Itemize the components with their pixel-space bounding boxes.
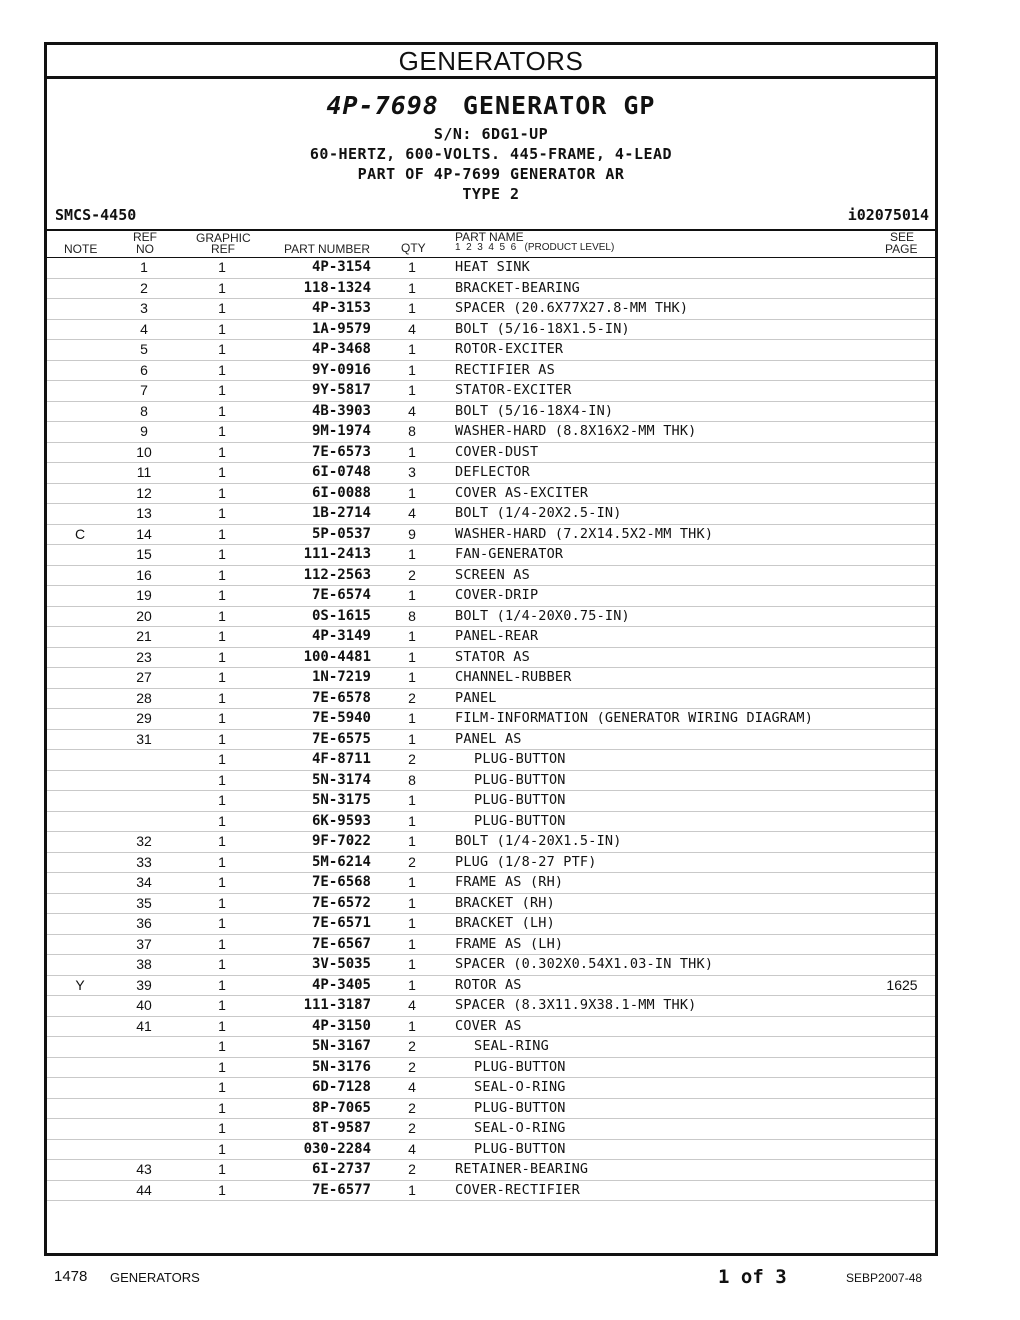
row-part-number: 7E-6578 <box>311 689 371 706</box>
row-ref-no: 37 <box>136 935 152 952</box>
table-row <box>47 340 935 361</box>
smcs-code: SMCS-4450 <box>55 206 137 224</box>
row-part-name: ROTOR-EXCITER <box>455 341 564 357</box>
row-qty: 4 <box>408 320 416 337</box>
row-part-number: 7E-5940 <box>311 710 371 726</box>
row-graphic-ref: 1 <box>218 935 226 952</box>
row-part-number: 8P-7065 <box>311 1099 371 1116</box>
row-graphic-ref: 1 <box>218 628 226 644</box>
row-qty: 9 <box>408 525 416 542</box>
row-graphic-ref: 1 <box>218 484 226 501</box>
table-row <box>47 586 935 607</box>
row-qty: 2 <box>408 689 416 706</box>
row-ref-no: 35 <box>136 894 152 911</box>
row-graphic-ref: 1 <box>218 402 226 419</box>
row-part-name: FILM-INFORMATION (GENERATOR WIRING DIAGRAM) <box>455 710 814 726</box>
row-graphic-ref: 1 <box>218 792 226 808</box>
row-part-number: 118-1324 <box>303 279 371 296</box>
row-ref-no: 19 <box>136 587 152 603</box>
row-part-name: SPACER (20.6X77X27.8-MM THK) <box>455 300 689 316</box>
row-qty: 3 <box>408 464 416 480</box>
row-graphic-ref: 1 <box>218 505 226 521</box>
row-ref-no: 5 <box>140 341 148 357</box>
row-qty: 1 <box>408 874 416 890</box>
table-row <box>47 976 935 997</box>
row-part-number: 9Y-5817 <box>311 382 371 398</box>
row-graphic-ref: 1 <box>218 648 226 665</box>
row-graphic-ref: 1 <box>218 1161 226 1177</box>
row-part-name: PLUG-BUTTON <box>474 1099 566 1116</box>
table-row <box>47 648 935 669</box>
row-part-number: 9Y-0916 <box>311 361 371 378</box>
table-row <box>47 402 935 423</box>
row-part-name: COVER-DUST <box>455 443 539 460</box>
row-ref-no: 11 <box>136 464 152 480</box>
row-qty: 2 <box>408 1120 416 1136</box>
footer-section: GENERATORS <box>110 1270 200 1285</box>
col-see-bottom: PAGE <box>885 242 918 256</box>
col-product-level: 1 2 3 4 5 6 (PRODUCT LEVEL) <box>455 242 615 253</box>
table-row <box>47 668 935 689</box>
table-row <box>47 914 935 935</box>
row-part-name: BRACKET-BEARING <box>455 279 580 296</box>
row-part-name: BRACKET (RH) <box>455 894 555 911</box>
row-part-number: 4P-3150 <box>311 1017 371 1034</box>
table-row <box>47 730 935 751</box>
row-qty: 1 <box>408 443 416 460</box>
row-part-name: COVER AS-EXCITER <box>455 484 589 501</box>
row-part-number: 1N-7219 <box>311 669 371 685</box>
col-note: NOTE <box>64 242 98 256</box>
row-graphic-ref: 1 <box>218 443 226 460</box>
row-qty: 2 <box>408 1099 416 1116</box>
row-graphic-ref: 1 <box>218 894 226 911</box>
row-ref-no: 6 <box>140 361 148 378</box>
row-part-name: PLUG-BUTTON <box>474 751 566 767</box>
row-graphic-ref: 1 <box>218 771 226 788</box>
group-type: TYPE 2 <box>462 185 520 203</box>
row-ref-no: 41 <box>136 1017 152 1034</box>
row-graphic-ref: 1 <box>218 341 226 357</box>
row-qty: 1 <box>408 546 416 562</box>
row-qty: 1 <box>408 976 416 993</box>
row-qty: 2 <box>408 853 416 870</box>
row-graphic-ref: 1 <box>218 853 226 870</box>
row-graphic-ref: 1 <box>218 915 226 931</box>
row-qty: 1 <box>408 833 416 849</box>
table-row <box>47 463 935 484</box>
row-graphic-ref: 1 <box>218 1120 226 1136</box>
row-part-name: PLUG-BUTTON <box>474 792 566 808</box>
row-part-number: 0S-1615 <box>311 607 371 624</box>
row-part-number: 4P-3149 <box>311 628 371 644</box>
row-ref-no: 27 <box>136 669 152 685</box>
row-qty: 4 <box>408 505 416 521</box>
row-part-number: 7E-6571 <box>311 915 371 931</box>
row-ref-no: 21 <box>136 628 152 644</box>
table-row <box>47 381 935 402</box>
row-part-number: 4F-8711 <box>311 751 371 767</box>
row-graphic-ref: 1 <box>218 1140 226 1157</box>
row-qty: 1 <box>408 915 416 931</box>
row-ref-no: 38 <box>136 956 152 972</box>
row-graphic-ref: 1 <box>218 587 226 603</box>
row-qty: 1 <box>408 710 416 726</box>
row-see-page: 1625 <box>886 976 918 993</box>
row-part-name: SEAL-O-RING <box>474 1079 566 1095</box>
table-row <box>47 1037 935 1058</box>
row-part-name: PLUG-BUTTON <box>474 812 566 829</box>
table-row <box>47 320 935 341</box>
row-graphic-ref: 1 <box>218 361 226 378</box>
row-part-number: 4B-3903 <box>311 402 371 419</box>
row-part-number: 5N-3176 <box>311 1058 371 1075</box>
row-part-number: 112-2563 <box>303 566 371 583</box>
row-part-number: 030-2284 <box>303 1140 371 1157</box>
row-qty: 8 <box>408 607 416 624</box>
row-part-number: 111-2413 <box>303 546 371 562</box>
table-row <box>47 279 935 300</box>
table-row <box>47 709 935 730</box>
footer-page-number: 1478 <box>54 1268 88 1285</box>
row-part-number: 6I-2737 <box>311 1161 371 1177</box>
row-part-name: FRAME AS (RH) <box>455 874 564 890</box>
row-part-number: 1B-2714 <box>311 505 371 521</box>
table-row <box>47 443 935 464</box>
row-graphic-ref: 1 <box>218 874 226 890</box>
row-part-name: PLUG-BUTTON <box>474 771 566 788</box>
row-qty: 1 <box>408 300 416 316</box>
row-part-number: 5P-0537 <box>311 525 371 542</box>
table-row <box>47 1099 935 1120</box>
row-qty: 1 <box>408 730 416 747</box>
row-ref-no: 16 <box>136 566 152 583</box>
row-part-number: 8T-9587 <box>311 1120 371 1136</box>
row-ref-no: 8 <box>140 402 148 419</box>
row-part-number: 6K-9593 <box>311 812 371 829</box>
row-part-name: PLUG-BUTTON <box>474 1140 566 1157</box>
row-part-number: 9F-7022 <box>311 833 371 849</box>
row-part-name: STATOR-EXCITER <box>455 382 572 398</box>
row-part-name: COVER-RECTIFIER <box>455 1181 580 1198</box>
group-part-number: 4P-7698 <box>326 91 439 120</box>
row-part-name: DEFLECTOR <box>455 464 530 480</box>
row-ref-no: 15 <box>136 546 152 562</box>
row-part-name: BOLT (5/16-18X1.5-IN) <box>455 320 630 337</box>
table-row <box>47 566 935 587</box>
row-ref-no: 31 <box>136 730 152 747</box>
table-row <box>47 832 935 853</box>
row-ref-no: 7 <box>140 382 148 398</box>
row-qty: 1 <box>408 669 416 685</box>
table-row <box>47 894 935 915</box>
row-qty: 4 <box>408 402 416 419</box>
row-graphic-ref: 1 <box>218 730 226 747</box>
row-ref-no: 29 <box>136 710 152 726</box>
table-row <box>47 1017 935 1038</box>
page-footer <box>0 1266 1020 1290</box>
row-part-name: FRAME AS (LH) <box>455 935 564 952</box>
row-ref-no: 28 <box>136 689 152 706</box>
table-row <box>47 955 935 976</box>
row-qty: 1 <box>408 587 416 603</box>
col-part-name: PART NAME <box>455 230 524 244</box>
table-row <box>47 484 935 505</box>
row-part-number: 5N-3167 <box>311 1038 371 1054</box>
row-qty: 1 <box>408 648 416 665</box>
row-ref-no: 34 <box>136 874 152 890</box>
table-row <box>47 607 935 628</box>
row-qty: 1 <box>408 279 416 296</box>
row-qty: 2 <box>408 751 416 767</box>
row-note: C <box>75 525 86 542</box>
row-part-name: PLUG-BUTTON <box>474 1058 566 1075</box>
row-graphic-ref: 1 <box>218 956 226 972</box>
parts-table <box>47 258 935 1201</box>
row-part-name: SPACER (0.302X0.54X1.03-IN THK) <box>455 956 714 972</box>
table-row <box>47 545 935 566</box>
table-row <box>47 627 935 648</box>
row-part-number: 7E-6577 <box>311 1181 371 1198</box>
row-ref-no: 33 <box>136 853 152 870</box>
row-graphic-ref: 1 <box>218 997 226 1013</box>
col-graphic-bottom: REF <box>211 242 235 256</box>
row-ref-no: 43 <box>136 1161 152 1177</box>
row-ref-no: 1 <box>140 259 148 275</box>
row-qty: 1 <box>408 1017 416 1034</box>
row-part-name: FAN-GENERATOR <box>455 546 564 562</box>
row-part-name: BOLT (1/4-20X2.5-IN) <box>455 505 622 521</box>
table-row <box>47 791 935 812</box>
row-ref-no: 10 <box>136 443 152 460</box>
row-part-name: BRACKET (LH) <box>455 915 555 931</box>
row-part-name: RECTIFIER AS <box>455 361 555 378</box>
row-ref-no: 3 <box>140 300 148 316</box>
row-graphic-ref: 1 <box>218 546 226 562</box>
illustration-id: i02075014 <box>847 206 929 224</box>
row-part-name: HEAT SINK <box>455 259 530 275</box>
row-part-number: 7E-6572 <box>311 894 371 911</box>
col-see-top: SEE <box>890 230 915 244</box>
row-graphic-ref: 1 <box>218 566 226 583</box>
section-title: GENERATORS <box>47 45 935 79</box>
row-graphic-ref: 1 <box>218 1038 226 1054</box>
row-graphic-ref: 1 <box>218 689 226 706</box>
row-part-number: 7E-6567 <box>311 935 371 952</box>
row-qty: 4 <box>408 1079 416 1095</box>
row-ref-no: 20 <box>136 607 152 624</box>
table-row <box>47 873 935 894</box>
table-row <box>47 299 935 320</box>
serial-number: S/N: 6DG1-UP <box>433 125 549 143</box>
col-ref-bottom: NO <box>136 242 154 256</box>
row-graphic-ref: 1 <box>218 279 226 296</box>
row-ref-no: 14 <box>136 525 152 542</box>
row-part-name: PANEL <box>455 689 497 706</box>
row-graphic-ref: 1 <box>218 382 226 398</box>
row-qty: 2 <box>408 1038 416 1054</box>
row-graphic-ref: 1 <box>218 669 226 685</box>
row-ref-no: 32 <box>136 833 152 849</box>
row-part-number: 9M-1974 <box>311 423 371 439</box>
group-spec: 60-HERTZ, 600-VOLTS. 445-FRAME, 4-LEAD <box>309 145 673 163</box>
table-row <box>47 1078 935 1099</box>
row-ref-no: 44 <box>136 1181 152 1198</box>
row-part-number: 5N-3175 <box>311 792 371 808</box>
row-part-name: ROTOR AS <box>455 976 522 993</box>
table-row <box>47 1181 935 1202</box>
row-part-name: PLUG (1/8-27 PTF) <box>455 853 597 870</box>
row-qty: 1 <box>408 361 416 378</box>
row-graphic-ref: 1 <box>218 710 226 726</box>
row-part-number: 1A-9579 <box>311 320 371 337</box>
table-row <box>47 422 935 443</box>
table-row <box>47 771 935 792</box>
row-graphic-ref: 1 <box>218 1017 226 1034</box>
row-graphic-ref: 1 <box>218 751 226 767</box>
row-graphic-ref: 1 <box>218 1181 226 1198</box>
row-ref-no: 4 <box>140 320 148 337</box>
row-part-number: 3V-5035 <box>311 956 371 972</box>
row-ref-no: 23 <box>136 648 152 665</box>
row-part-name: SEAL-RING <box>474 1038 549 1054</box>
row-graphic-ref: 1 <box>218 320 226 337</box>
table-row <box>47 1119 935 1140</box>
row-part-name: SCREEN AS <box>455 566 530 583</box>
table-row <box>47 812 935 833</box>
row-qty: 1 <box>408 792 416 808</box>
row-qty: 1 <box>408 935 416 952</box>
row-qty: 1 <box>408 341 416 357</box>
row-qty: 4 <box>408 997 416 1013</box>
row-part-name: PANEL-REAR <box>455 628 539 644</box>
row-part-name: CHANNEL-RUBBER <box>455 669 572 685</box>
table-row <box>47 504 935 525</box>
row-part-number: 111-3187 <box>303 997 371 1013</box>
table-row <box>47 258 935 279</box>
row-graphic-ref: 1 <box>218 1058 226 1075</box>
row-graphic-ref: 1 <box>218 423 226 439</box>
row-qty: 1 <box>408 484 416 501</box>
row-qty: 1 <box>408 628 416 644</box>
parts-page-frame <box>44 42 938 1256</box>
row-part-name: COVER AS <box>455 1017 522 1034</box>
table-row <box>47 750 935 771</box>
row-ref-no: 2 <box>140 279 148 296</box>
row-note: Y <box>75 976 85 993</box>
row-qty: 2 <box>408 1161 416 1177</box>
row-qty: 2 <box>408 1058 416 1075</box>
row-part-name: WASHER-HARD (7.2X14.5X2-MM THK) <box>455 525 714 542</box>
group-header <box>47 79 935 229</box>
row-qty: 1 <box>408 812 416 829</box>
row-ref-no: 9 <box>140 423 148 439</box>
row-qty: 1 <box>408 259 416 275</box>
row-graphic-ref: 1 <box>218 300 226 316</box>
row-qty: 8 <box>408 423 416 439</box>
col-part-number: PART NUMBER <box>284 242 371 256</box>
row-graphic-ref: 1 <box>218 525 226 542</box>
row-part-number: 4P-3405 <box>311 976 371 993</box>
row-ref-no: 12 <box>136 484 152 501</box>
row-part-name: STATOR AS <box>455 648 530 665</box>
row-qty: 1 <box>408 1181 416 1198</box>
row-part-number: 7E-6573 <box>311 443 371 460</box>
group-title <box>47 91 935 120</box>
table-row <box>47 1058 935 1079</box>
table-row <box>47 935 935 956</box>
row-graphic-ref: 1 <box>218 976 226 993</box>
footer-page-of: 1 of 3 <box>718 1266 787 1288</box>
row-part-name: WASHER-HARD (8.8X16X2-MM THK) <box>455 423 697 439</box>
table-column-headers <box>47 229 935 258</box>
row-qty: 1 <box>408 382 416 398</box>
row-graphic-ref: 1 <box>218 812 226 829</box>
row-part-number: 6I-0748 <box>311 464 371 480</box>
row-part-name: SEAL-O-RING <box>474 1120 566 1136</box>
table-row <box>47 1140 935 1161</box>
row-ref-no: 39 <box>136 976 152 993</box>
row-ref-no: 36 <box>136 915 152 931</box>
table-row <box>47 1160 935 1181</box>
row-part-name: PANEL AS <box>455 730 522 747</box>
row-part-name: BOLT (1/4-20X1.5-IN) <box>455 833 622 849</box>
row-part-number: 6I-0088 <box>311 484 371 501</box>
table-row <box>47 996 935 1017</box>
row-part-name: SPACER (8.3X11.9X38.1-MM THK) <box>455 997 697 1013</box>
row-part-number: 5N-3174 <box>311 771 371 788</box>
row-ref-no: 13 <box>136 505 152 521</box>
col-qty: QTY <box>401 241 426 255</box>
row-ref-no: 40 <box>136 997 152 1013</box>
group-part-of: PART OF 4P-7699 GENERATOR AR <box>357 165 625 183</box>
table-row <box>47 853 935 874</box>
row-graphic-ref: 1 <box>218 833 226 849</box>
col-graphic-top: GRAPHIC <box>196 231 251 245</box>
row-part-number: 7E-6574 <box>311 587 371 603</box>
row-part-number: 7E-6568 <box>311 874 371 890</box>
row-graphic-ref: 1 <box>218 1079 226 1095</box>
row-graphic-ref: 1 <box>218 1099 226 1116</box>
row-part-name: BOLT (1/4-20X0.75-IN) <box>455 607 630 624</box>
row-part-name: RETAINER-BEARING <box>455 1161 589 1177</box>
row-part-number: 4P-3153 <box>311 300 371 316</box>
table-row <box>47 689 935 710</box>
footer-doc-id: SEBP2007-48 <box>846 1271 923 1285</box>
table-row <box>47 361 935 382</box>
row-part-number: 100-4481 <box>303 648 371 665</box>
row-part-number: 6D-7128 <box>311 1079 371 1095</box>
row-part-name: BOLT (5/16-18X4-IN) <box>455 402 614 419</box>
row-part-name: COVER-DRIP <box>455 587 539 603</box>
row-part-number: 4P-3154 <box>311 259 371 275</box>
table-row <box>47 525 935 546</box>
row-graphic-ref: 1 <box>218 259 226 275</box>
group-name: GENERATOR GP <box>462 91 656 120</box>
row-part-number: 7E-6575 <box>311 730 371 747</box>
row-qty: 4 <box>408 1140 416 1157</box>
row-qty: 8 <box>408 771 416 788</box>
row-qty: 1 <box>408 956 416 972</box>
row-graphic-ref: 1 <box>218 607 226 624</box>
col-ref-top: REF <box>133 230 157 244</box>
row-part-number: 4P-3468 <box>311 341 371 357</box>
row-graphic-ref: 1 <box>218 464 226 480</box>
row-qty: 2 <box>408 566 416 583</box>
row-qty: 1 <box>408 894 416 911</box>
row-part-number: 5M-6214 <box>311 853 371 870</box>
